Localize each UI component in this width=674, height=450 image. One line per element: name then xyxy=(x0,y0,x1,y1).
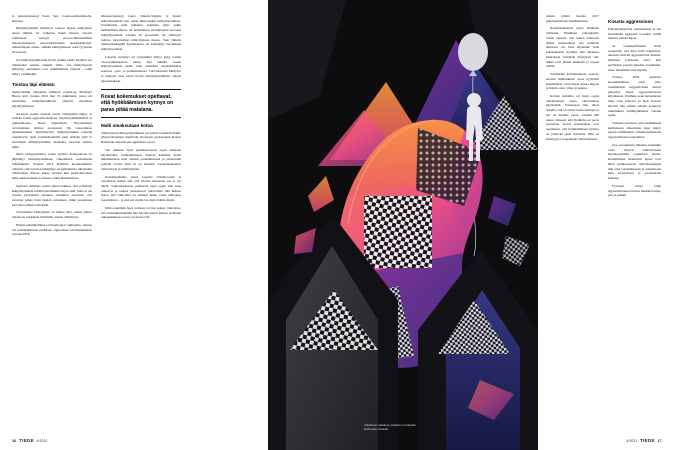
paragraph: Tulokset osoittivat, että ruumiillinen kuritukseen aiheuttama kipu näkyy lapsen välittömästi, reflektionomaisena aggressiivisena reagointina. xyxy=(608,121,661,140)
paragraph: Ogilvien tutkimus osoitti ennen kaikkea, että varhainen kiintymyssuhde selittää rikollisuutta myös sillä, joilla ei ole todettu psyykkistä sairautta. Aiemmin oletettiin, että turvaton suhde lisää mielen sairauksia, mikä puolestaan kasvattaa alttiutta rikoksiin. xyxy=(12,183,92,207)
page-number-right: 17 xyxy=(657,438,662,443)
subheading-kivusta: Kivusta aggressioon xyxy=(608,19,654,24)
right-page xyxy=(538,0,674,450)
illustration-caption: Arkaluinen asiaiteen sisältöä on halpaati kaiherisan loaskaa. xyxy=(364,423,416,432)
right-column-2 xyxy=(608,14,661,418)
paragraph: Pahoinpidellylvisi asiutioaineen ja sen herättämän aggressiö toosiden välillä maitesa judeen kipua. xyxy=(608,26,661,41)
brand-name: TIEDE xyxy=(639,438,655,443)
paragraph: Osa sourauksista lähemee kuitenkin vasta vilpasti väkivaltaisten käyttäytymallin oppimisen kautta. Ruumiiliisen rikurituksi lapset ovat läfen pedikavaisetta väkivaltaisempia niin oma vertaiumpiaan ja omaisksaan kuin kavereitaan ja puolisoitaan kohtaan. xyxy=(608,142,661,181)
right-columns xyxy=(546,14,662,418)
folio-left xyxy=(12,438,48,443)
illustration-artwork xyxy=(268,0,538,450)
paragraph: Kaltoinkohtelija tarina lapselle väistätyvonin ja vaarallisen mallin silä, että irlosile itsestselle saa ja voi tehdä. Väkivaltaaisessa perheessä lapsi oppii, että asiat ratkeavat je tuntest purkautuvat väkivalalla, hän hoksaa myös, että väkivaltia on tehokas keino saada tahtoonsa toteutumaan – ja että sen avulla voi myös hallita muita. xyxy=(101,174,181,203)
paragraph: Jos kiintymyssuhteisiin hyvin, kaikki edellä mainittu saa tilaisuuden asettua otkeille urille. Jos kiintymyssen häiriötyy, seuraukset ovat pahimmillaan vakavia – reikä näkyy vanhillekin. xyxy=(12,57,92,77)
paragraph: Turvaamista kiintymystä on kuilua lajia. toinen johtaa altistuvan asiakkeen riistättään, toinen vähteltyyn. xyxy=(12,210,92,220)
balloon-icon xyxy=(458,33,488,71)
paragraph: Yöpäkkiän kaltoinkohtelu opettaa, etteivät ihmissuhteet tuota nyytöntiä kokemuksia, vaan niissä seuraa kippua ja ihärää, ettei, vihaa ja pelkoa. xyxy=(546,72,599,91)
paragraph: Väkivallan kehän pyörittäminen jaa selitää toisenkin mallit, yhdeyvaltalainen titanfördn yliopiston psykologien Robert Bandurun uskoaili-sen oppimisen toorta. xyxy=(101,130,181,145)
paragraph: Sen mukaan lapsi yksinkertaisesti oppii tuhotaan käyttömallia vanhemmiltaan. Kaltoin kohdeltu holua ankiriuutuaan asiat omassa parisuhteesaan ja perheessän samalla tavalla kuin ne on hoidettu lapsuudenkodissa väkivallosta ja laimintlyöten. xyxy=(101,147,181,171)
paragraph: domin ryhmä vuonna 2017 julkaisemassaan tutkimuksessa. xyxy=(546,14,599,23)
subheading-malli: Malli omaksutaan kotoa xyxy=(101,122,153,128)
paragraph: Kaltoin kohdeltu voi myös oppia oikeuttamaan omaa väkivaltaista käytöstään. Varttuuaan hän alkaa ajatella, että on oman osansa kiintyjä ja nyt on muiden vuoro. Lisäksi hän uskoo vahaasti, että hyökkäys on paras puolustus. Kovat kokemukset ovat opettaneet, että hyökkäämisen kynnys on järkevää pitää matalana. Hän on lerkityynyt reagoimaan väkivaltaisesti. xyxy=(546,94,599,141)
left-page xyxy=(0,0,268,450)
illustration-page xyxy=(268,0,538,450)
brand-name: TIEDE xyxy=(19,438,35,443)
paragraph: Lapsena syntynyt tai syntymättä jäänyt kyky toimia vuorovaikutuksessa näkyy läpi elämän, koska kiintymyssuhde ikään kuin uusiintuu myöhemminsä seurassa ..pari- ja perhesuhteessa. Turvattomasti kiintynyt ei helposti osaa luoda hyvää kiintymyssuhdetta omaan lapseensakaan. xyxy=(101,54,181,83)
paragraph: Kiintymyssuhde hahmotaa laajasti lapsen kehityksen alusta lähtien. he vaikuttaa muun muassa aivojen toimintaan kykyyn, vuorovaikutusmallien muodostumiseen, persoonallisuuden, tiedonkäsittelyn, tunnetemojen tunne- elämän kehittymiseen sekä fyysiseen terveyteen. xyxy=(12,26,92,55)
left-column-1 xyxy=(12,14,92,418)
paragraph: Oikeuspsykologi Laura Simons-Vigante ja Istanti kiintymyssuhde soto sadan minvongkin kiintymyssuhetta. Useamudsta kuin kahdesta koimena tyhyt pahin mahdollinen muoto oli ahdistuneen itseitiittaanni turvaton kiintymyssuhde. Lisäksi 20 prosentilla oli vihtelyyn johtava turvattoman kiintymyksen muoto. Vain yhdelle väkivaltanaingillä kymmenestä oli kehittynyt turvallinen kiintymyssuhde. xyxy=(101,14,181,52)
left-columns xyxy=(12,14,260,418)
paragraph: ja lastenpsykologi Saara Salo Laurea-kahdeksikolta. Kirjassa. xyxy=(12,14,92,23)
folio-right xyxy=(626,438,662,443)
subheading-toistuu: Toistuu läpi elämän xyxy=(12,81,55,87)
paragraph: Mitä enemmän lapsi todistaa tai itse kokee väkivaltaa, sitä todennäköisemmin hän käyttää samaa keinoa aisiöiden ratkaisemiseen, toteaa professori Wi- xyxy=(101,205,181,220)
right-column-1 xyxy=(546,14,599,418)
paragraph: Analyysi osoitti, etteivät varsin vaihemyhin näkyy se varhain lasten aggressiivisuutena, käyttäytymishäiriöinä ja pikkurikkoina, kuten näpistelynä. Nuoruusiässä turvattomuus altistaa puolestaan yhä vakavampaa rikollisuutenna. Kiintymystyö kiintymyssuhde odyntää vaikuttavan vielä voimakkaammin kuin isäävän yhtä tv turvallisen kiintymyssuhdse rikoksilta, turvaton altistaa niille. xyxy=(12,111,92,149)
paragraph: Kaltoinkohteluan myös henkinen väkivalta. Henkinen pahoinpitely viestii lapselle, että toinen tuntotejia miden ilmaisemista aaa kohdella huonosti. Jos lasta käytetään vielä seksuaalisesti hyväksi, hän omaksuu käsityksen värittävät käsitykset sitä, mitkä oval jättinä aikuisten ja lapsen välillä. xyxy=(546,26,599,69)
pull-quote: Kovat kokemukset opettavat, että hyökkäämisen kynnys on paras pitää matalana. xyxy=(101,89,181,118)
paragraph: Vuonna 2004 julkaistu koonttutkimuus osoit esilo ruonhiitohen neggatiivisten suuraa yhteyden lasten aggressiivoiseen käytökseen, löydökse asuu kanaalutaan tehje Jean Durrant ja Ron Ensoon kävivät läpi kaikki arheita koskevat tutkimukset parinkymmenen vuoden ajalta. xyxy=(608,75,661,118)
issue-number: 4/2021 xyxy=(626,438,638,443)
paragraph: Myös kiittypyskoulaa Claire Ogilvie kollegoineen on jäljittänyt kiintymyssuhdeen vaikutuksen sosiaaliseen tutkimuksiin. Vuonna 2014 kiälletun koontitutkimus vahvisti, että turvaton kiintymys on kytköksissä rikolisuhta vähiivaluan. Yhteys näkyy selvästi niin perheväkivaltaa kuin seksuaaalisena ja muissa väkivaltarikoksissa. xyxy=(12,152,92,181)
issue-number: 4/2021 xyxy=(36,438,48,443)
paragraph: Fyysisen kivun lailla aggressiivisuutta lietsoo henkinen kipu, jota ja pelkkä xyxy=(608,183,661,198)
paragraph: Näissä esmmmallinen on huomoupat vaihtoehto., huutaa vie todennäköisesti vankilaan, ragrottanat larvalaisturkikiat vuonna 2018. xyxy=(12,222,92,237)
paragraph: Amsterdamin yliopiston kliinisen psykologi Machteld Hoeve käri vuonna 2012 läpi 74 tutkimusta, joissa oli tarkasteltu kiintymyssuhteen yhteyttä rikollisen käyttäytymiseen. xyxy=(12,89,92,108)
paragraph: Ar vaasiikymmenää sitten osoitettiin, että kipu lisää reaktivista, takaisin takevää aggressiivista muusta. Ilmeinen jokaiselle tutta: kun perähahen yarjaan kipeästi evepäkiinn, iskee mielellään oma myöllä. xyxy=(608,43,661,72)
page-number-left: 16 xyxy=(12,438,17,443)
left-column-2 xyxy=(101,14,181,418)
